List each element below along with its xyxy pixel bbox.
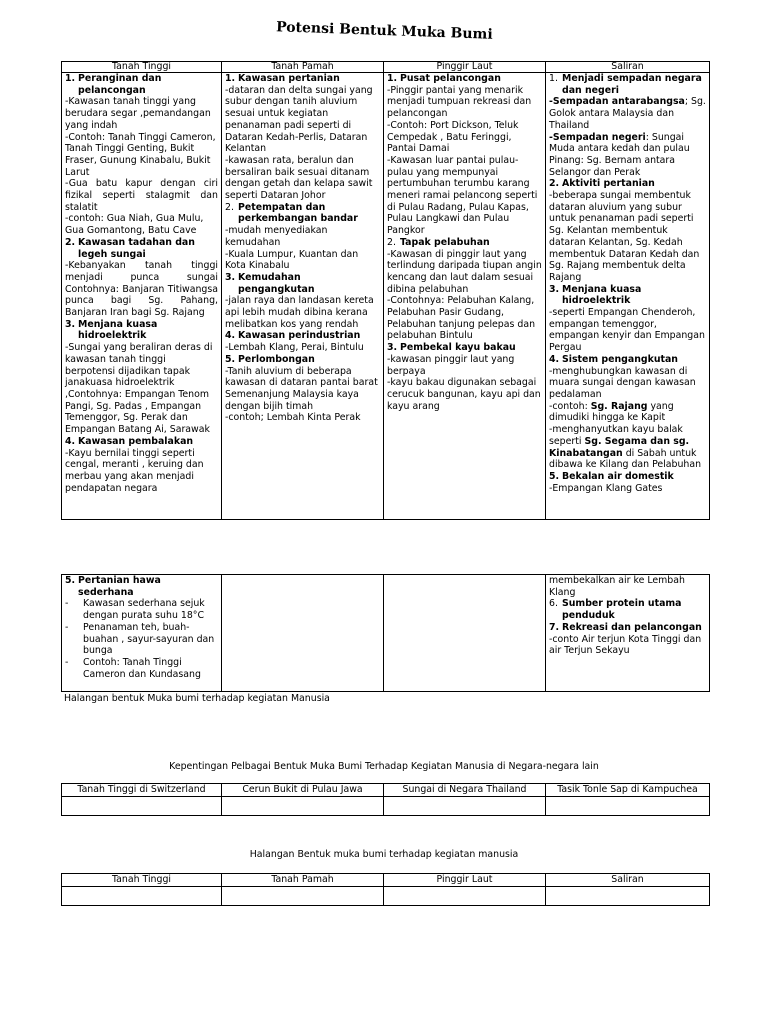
- column-header: Tanah Pamah: [222, 874, 384, 887]
- item-heading: 4. Kawasan pembalakan: [65, 435, 194, 447]
- item-text: -menghanyutkan kayu balak seperti Sg. Segama dan sg. Kinabatangan di Sabah untuk dibawa ke Kilang dan Pelabuhan: [549, 424, 702, 471]
- item-text: -menghubungkan kawasan di muara sungai dengan kawasan pedalaman: [549, 365, 696, 400]
- item-heading: 2. Petempatan dan perkembangan bandar: [225, 201, 358, 225]
- item-heading: 3. Kemudahan pengangkutan: [225, 271, 315, 295]
- item-heading: 2. Kawasan tadahan dan legeh sungai: [65, 236, 195, 260]
- column-header: Pinggir Laut: [384, 62, 546, 73]
- table-header-row: [62, 62, 710, 73]
- item-text: -Kawasan tanah tinggi yang berudara segar ,pemandangan yang indah: [65, 96, 211, 131]
- column-header: Tanah Tinggi: [62, 874, 222, 887]
- column-header: Saliran: [546, 874, 710, 887]
- item-text: -Kebanyakan tanah tinggi menjadi punca sungai Contohnya: Banjaran Titiwangsa punca bagi Sg. Pahang, Banjaran Iran bagi Sg. Rajang: [65, 260, 218, 319]
- table-cell: [384, 797, 546, 816]
- table-cell: [62, 887, 222, 906]
- item-text: -Gua batu kapur dengan ciri fizikal seperti stalagmit dan stalatit: [65, 178, 218, 213]
- item-heading: 1. Peranginan dan pelancongan: [65, 73, 162, 96]
- table-row: [62, 797, 710, 816]
- table-cell: [546, 797, 710, 816]
- item-text: -Sungai yang beraliran deras di kawasan tanah tinggi berpotensi dijadikan tapak janakuasa hidroelektrik ,Contohnya: Empangan Tenom Pangi, Sg. Padas , Empangan Temenggor, Sg. Perak dan Empangan Batang Ai, Sarawak: [65, 342, 213, 436]
- table-cell: [546, 887, 710, 906]
- item-text: -dataran dan delta sungai yang subur dengan tanih aluvium sesuai untuk kegiatan penanaman padi seperti di Dataran Kedah-Perlis, Dataran Kelantan: [225, 84, 373, 155]
- bullet-list: [65, 598, 218, 680]
- item-text: -Sempadan antarabangsa; Sg. Golok antara Malaysia dan Thailand: [549, 96, 706, 131]
- item-text: -Kayu bernilai tinggi seperti cengal, meranti , keruing dan merbau yang akan menjadi pendapatan negara: [65, 447, 204, 494]
- item-text: -Pinggir pantai yang menarik menjadi tumpuan rekreasi dan pelancongan: [387, 84, 532, 120]
- item-text: -Kawasan di pinggir laut yang terlindung daripada tiupan angin kencang dan laut dalam sesuai dibina pelabuhan: [387, 248, 542, 295]
- cell-tanah-tinggi: [62, 575, 222, 692]
- item-heading: 5. Bekalan air domestik: [549, 470, 674, 482]
- list-item: - Kawasan sederhana sejuk dengan purata suhu 18°C: [65, 598, 205, 622]
- column-header: Tanah Tinggi di Switzerland: [62, 784, 222, 797]
- table-cell: [222, 887, 384, 906]
- cell-pinggir-laut: [384, 73, 546, 520]
- item-heading: 5. Pertanian hawa sederhana: [65, 575, 161, 598]
- item-heading: 2. Tapak pelabuhan: [387, 236, 490, 248]
- section-caption: Halangan bentuk Muka bumi terhadap kegiatan Manusia: [64, 693, 330, 704]
- item-text: -kawasan rata, beralun dan bersaliran baik sesuai ditanam dengan getah dan kelapa sawit seperti Dataran Johor: [225, 154, 373, 202]
- cell-saliran: [546, 575, 710, 692]
- item-text: -conto Air terjun Kota Tinggi dan air Terjun Sekayu: [549, 633, 702, 657]
- item-heading: 1. Menjadi sempadan negara dan negeri: [549, 73, 702, 96]
- item-text: -mudah menyediakan kemudahan: [225, 225, 328, 248]
- item-text: -kayu bakau digunakan sebagai cerucuk bangunan, kayu api dan kayu arang: [387, 377, 541, 412]
- item-heading: 5. Perlombongan: [225, 353, 315, 365]
- list-item: - Penanaman teh, buah-buahan , sayur-sayuran dan bunga: [65, 621, 215, 657]
- item-heading: 1. Pusat pelancongan: [387, 73, 501, 84]
- item-heading: 2. Aktiviti pertanian: [549, 178, 655, 190]
- item-text: -Contoh: Port Dickson, Teluk Cempedak , Batu Feringgi, Pantai Damai: [387, 119, 519, 155]
- item-heading: 4. Sistem pengangkutan: [549, 353, 678, 365]
- item-heading: 4. Kawasan perindustrian: [225, 330, 361, 342]
- column-header: Cerun Bukit di Pulau Jawa: [222, 784, 384, 797]
- item-text: -Kawasan luar pantai pulau-pulau yang mempunyai pertumbuhan terumbu karang meneri ramai pelancong seperti di Pulau Radang, Pulau Kapas, Pulau Langkawi dan Pulau Pangkor: [387, 154, 538, 237]
- cell-tanah-tinggi: [62, 73, 222, 520]
- item-text: -Sempadan negeri: Sungai Muda antara kedah dan pulau Pinang: Sg. Bernam antara Selangor dan Perak: [549, 131, 690, 178]
- cell-tanah-pamah: [222, 73, 384, 520]
- column-header: Tasik Tonle Sap di Kampuchea: [546, 784, 710, 797]
- column-header: Sungai di Negara Thailand: [384, 784, 546, 797]
- item-text: -jalan raya dan landasan kereta api lebih mudah dibina kerana melibatkan kos yang rendah: [225, 295, 374, 330]
- table-row: [62, 887, 710, 906]
- column-header: Tanah Tinggi: [62, 62, 222, 73]
- item-text: -contoh; Lembah Kinta Perak: [225, 412, 361, 424]
- cell-saliran: [546, 73, 710, 520]
- table-header-row: [62, 874, 710, 887]
- table-cell: [222, 797, 384, 816]
- item-text: -Contohnya: Pelabuhan Kalang, Pelabuhan Pasir Gudang, Pelabuhan tanjung pelepas dan pelabuhan Bintulu: [387, 295, 536, 342]
- item-heading: 3. Menjana kuasa hidroelektrik: [549, 283, 642, 307]
- page-title: Potensi Bentuk Muka Bumi: [275, 19, 493, 43]
- other-countries-table: [61, 783, 710, 816]
- item-text: -Kuala Lumpur, Kuantan dan Kota Kinabalu: [225, 248, 359, 272]
- item-text: -Contoh: Tanah Tinggi Cameron, Tanah Tinggi Genting, Bukit Fraser, Gunung Kinabalu, Bukit Larut: [65, 131, 216, 178]
- item-text: -contoh: Sg. Rajang yang dimudiki hingga ke Kapit: [549, 400, 674, 424]
- item-heading: 1. Kawasan pertanian: [225, 73, 340, 84]
- item-text: membekalkan air ke Lembah Klang: [549, 575, 685, 598]
- item-text: -Empangan Klang Gates: [549, 482, 663, 494]
- table-header-row: [62, 784, 710, 797]
- item-heading: 6. Sumber protein utama penduduk: [549, 598, 682, 622]
- list-item: - Contoh: Tanah Tinggi Cameron dan Kundasang: [65, 656, 201, 680]
- item-text: -kawasan pinggir laut yang berpaya: [387, 353, 515, 377]
- cell-tanah-pamah: [222, 575, 384, 692]
- column-header: Saliran: [546, 62, 710, 73]
- item-text: -Lembah Klang, Perai, Bintulu: [225, 342, 364, 354]
- section-caption: Halangan Bentuk muka bumi terhadap kegiatan manusia: [249, 849, 519, 860]
- item-text: -Tanih aluvium di beberapa kawasan di dataran pantai barat Semenanjung Malaysia kaya dengan bijih timah: [225, 365, 378, 412]
- cell-pinggir-laut: [384, 575, 546, 692]
- obstacles-table: [61, 873, 710, 906]
- table-cell: [62, 797, 222, 816]
- item-text: -seperti Empangan Chenderoh, empangan temenggor, empangan kenyir dan Empangan Pergau: [549, 307, 705, 354]
- table-cell: [384, 887, 546, 906]
- column-header: Tanah Pamah: [222, 62, 384, 73]
- section-caption: Kepentingan Pelbagai Bentuk Muka Bumi Terhadap Kegiatan Manusia di Negara-negara lain: [169, 761, 599, 772]
- table-row: [62, 575, 710, 692]
- column-header: Pinggir Laut: [384, 874, 546, 887]
- item-heading: 3. Pembekal kayu bakau: [387, 342, 516, 354]
- potential-table-continued: [61, 574, 710, 692]
- item-heading: 7. Rekreasi dan pelancongan: [549, 621, 702, 633]
- item-text: -beberapa sungai membentuk dataran aluvium yang subur untuk penanaman padi seperti Sg. Kelantan membentuk dataran Kelantan, Sg. Kedah membentuk Dataran Kedah dan Sg. Rajang membentuk delta Rajang: [549, 190, 700, 283]
- potential-table: [61, 61, 710, 520]
- item-text: -contoh: Gua Niah, Gua Mulu, Gua Gomantong, Batu Cave: [65, 213, 204, 237]
- item-heading: 3. Menjana kuasa hidroelektrik: [65, 318, 158, 342]
- table-row: [62, 73, 710, 520]
